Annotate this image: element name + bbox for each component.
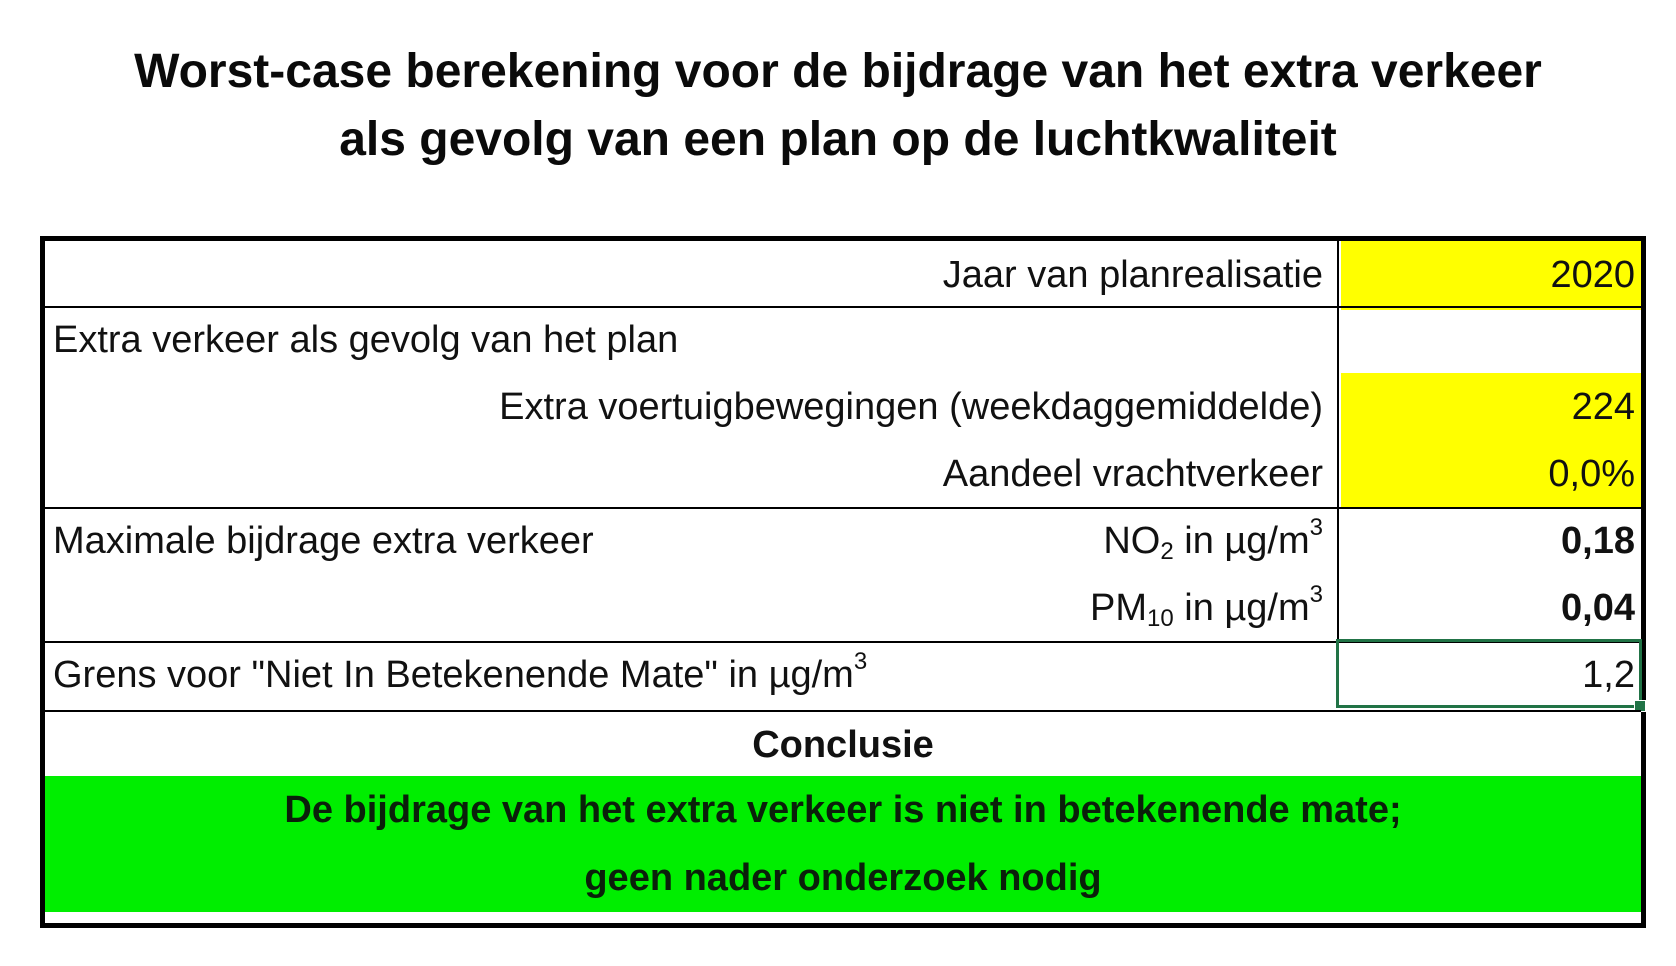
row-extra-traffic-header [45,306,1641,375]
selected-cell-outline [1336,639,1642,708]
conclusion-box [45,776,1641,912]
vehicle-movements-label: Extra voertuigbewegingen (weekdaggemiddelde) [499,386,1323,428]
row-nibm-limit [45,641,1641,710]
year-label: Jaar van planrealisatie [942,254,1323,296]
extra-traffic-label: Extra verkeer als gevolg van het plan [53,319,679,361]
row-freight-share [45,440,1641,509]
nibm-limit-label: Grens voor "Niet In Betekenende Mate" in $\mu g/m^3$ [53,648,868,696]
no2-unit-label: $NO_2$ in $\mu g/m^3$ [1103,514,1323,565]
title-line-1: Worst-case berekening voor de bijdrage van het extra verkeer [134,45,1542,98]
freight-share-value-cell[interactable]: 0,0% [1341,440,1641,509]
pm10-value-cell[interactable]: 0,04 [1561,587,1635,629]
freight-share-label: Aandeel vrachtverkeer [942,453,1323,495]
conclusion-title: Conclusie [45,710,1641,776]
max-contribution-label: Maximale bijdrage extra verkeer [53,520,594,562]
row-year [45,241,1641,310]
nibm-limit-value-cell[interactable]: 1,2 [1582,654,1635,696]
vehicle-movements-value-cell[interactable]: 224 [1341,373,1641,442]
row-no2 [45,507,1641,576]
calculation-table [40,236,1646,928]
conclusion-line-1: De bijdrage van het extra verkeer is niet in betekenende mate; [284,789,1402,831]
row-vehicle-movements [45,373,1641,442]
title-line-2: als gevolg van een plan op de luchtkwaliteit [339,113,1337,166]
year-value-cell[interactable]: 2020 [1341,241,1641,310]
page-title [0,38,1676,174]
pm10-unit-label: $PM_{10}$ in $\mu g/m^3$ [1090,581,1323,632]
no2-value-cell[interactable]: 0,18 [1561,520,1635,562]
conclusion-line-2: geen nader onderzoek nodig [584,857,1102,899]
row-pm10 [45,574,1641,643]
